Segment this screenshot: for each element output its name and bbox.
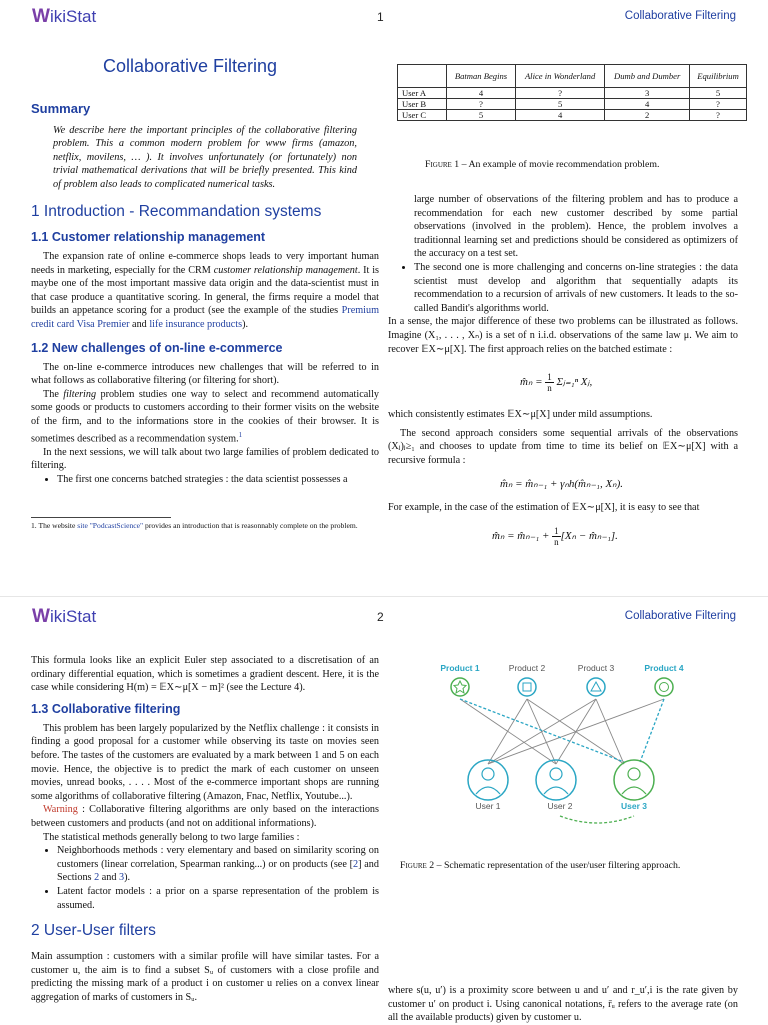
table-header-cell: Alice in Wonderland (515, 65, 604, 88)
user-user-diagram (440, 654, 718, 826)
section-1-heading: 1 Introduction - Recommandation systems (31, 203, 322, 220)
product-1-icon (451, 678, 469, 696)
paragraph-example: For example, in the case of the estimation of 𝔼X∼μ[X], it is easy to see that (388, 502, 700, 513)
page-header (32, 6, 736, 28)
user-1-icon (468, 760, 508, 800)
document-title: Collaborative Filtering (102, 56, 278, 76)
section-2-heading: 2 User-User filters (31, 922, 156, 940)
paragraph-user-user: Main assumption : customers with a similar profile will have similar tastes. For a customer u, the aim is to find a subset Sᵤ of customers with a close profile and predicting the missing mark of a product i on customer u relies on a convex linear aggregation of marks of customers in Sᵤ. (31, 951, 379, 1003)
user-2-label: User 2 (547, 801, 573, 811)
link-podcastscience[interactable]: site "PodcastScience" (77, 521, 144, 530)
table-header-cell: Batman Begins (447, 65, 516, 88)
user-3-icon (614, 760, 654, 800)
table-cell: 5 (447, 110, 516, 121)
paragraph-batched-cont: large number of observations of the filtering problem and has to produce a recommendation for each new customer described by some partial observations (involved in the problem). Hence, the problem involves a traditionnal learning set and predictions should be considered as optimizers of the accuracy on a test set. (414, 194, 738, 260)
table-cell: ? (447, 99, 516, 110)
link-life-insurance[interactable]: life insurance products (149, 318, 243, 330)
subsection-1-1-heading: 1.1 Customer relationship management (31, 230, 266, 244)
footnote-rule (31, 517, 171, 518)
paragraph-warning: Warning : Collaborative filtering algorithms are only based on the interactions between customers and products (and not on additional informations). (31, 804, 379, 829)
right-column-3 (388, 501, 738, 515)
table-cell: User B (398, 99, 447, 110)
left-column (31, 654, 379, 1004)
citation-link[interactable]: 2 (353, 858, 359, 870)
subsection-1-3-heading: 1.3 Collaborative filtering (31, 701, 181, 716)
paragraph-netflix: This problem has been largely popularized by the Netflix challenge : it consists in finding a good proposal for a customer while observing its taste on movies seen before. The tastes of the customers are evaluated by a mark between 1 and 5 on each movie. Hence, the objective is to predict the mark of each customer on unseen movies, unread books, . . . . Most of the e-commerce important shops are running some algorithms of collaborative filtering (Amazon, Fnac, Netflix, Youtube...). (31, 722, 379, 802)
table-header-cell: Equilibrium (690, 65, 747, 88)
section-link[interactable]: 2 (94, 872, 100, 884)
table-cell: User C (398, 110, 447, 121)
table-cell: ? (690, 110, 747, 121)
figure-1-caption: Figure 1 – An example of movie recommendation problem. (425, 159, 660, 170)
warning-label: Warning (43, 804, 78, 816)
product-4-label: Product 4 (644, 663, 684, 673)
abstract: We describe here the important principles of the collaborative filtering problem. This a common modern problem for www firms (amazon, netflix, movilens, … ). It involves unfortunately (or fortunately) non trivial mathematical derivations that will be briefly presented. This kind of problem also leads to complicated numerical tasks. (53, 125, 357, 190)
similarity-arc (560, 816, 634, 823)
product-3-label: Product 3 (577, 663, 615, 673)
page-number: 2 (377, 610, 384, 624)
movie-table (397, 64, 747, 121)
figure-2-caption: Figure 2 – Schematic representation of the user/user filtering approach. (400, 860, 681, 871)
families-list (31, 473, 379, 487)
table-cell: 5 (515, 99, 604, 110)
product-2-label: Product 2 (508, 663, 546, 673)
equation-recursive: m̂ₙ = m̂ₙ₋₁ + γₙh(m̂ₙ₋₁, Xₙ). (500, 478, 623, 490)
table-header-cell (398, 65, 447, 88)
table-cell: 5 (690, 88, 747, 99)
table-row (398, 88, 747, 99)
table-cell: 4 (447, 88, 516, 99)
table-header-row (398, 65, 747, 88)
table-cell: 2 (605, 110, 690, 121)
right-column-2 (388, 408, 738, 467)
product-3-icon (587, 678, 605, 696)
list-item: • The second one is more challenging and concerns on-line strategies : the data scientist must develop and algorithm that sequentially adapts its recommendation to a recursion of arrivals of new customers. It leads to the so-called Bandit's algorithms world. (414, 261, 738, 315)
table-cell: User A (398, 88, 447, 99)
paragraph-crm: The expansion rate of online e-commerce shops leads to very important human needs in marketing, especially for the CRM customer relationship management. It is maybe one of the most important massive data origin and the data-scientist must in that case produce a quantitative scoring. In general, the firms require a model that builds an appetance scoring for a product (see the example of the studies Premium credit card Visa Premier and life insurance products). (31, 251, 379, 330)
table-cell: 3 (605, 88, 690, 99)
paragraph-methods: The statistical methods generally belong to two large families : (43, 831, 300, 843)
table-row (398, 99, 747, 110)
table-cell: 4 (605, 99, 690, 110)
user-3-label: User 3 (621, 801, 647, 811)
wikistat-logo[interactable]: WikiStat (32, 606, 97, 627)
table-cell: 4 (515, 110, 604, 121)
table-header-cell: Dumb and Dumber (605, 65, 690, 88)
paragraph-illustration: In a sense, the major difference of these two problems can be illustrated as follows. Imagine (X₁, . . . , Xₙ) is a set of n i.i.d. observations of the same law μ. We aim to recover 𝔼X∼μ[X]. The first approach relies on the batched estimate : (388, 316, 738, 355)
list-item: • Latent factor models : a prior on a sparse representation of the problem is assumed. (57, 885, 379, 912)
footnote: 1. The website site "PodcastScience" provides an introduction that is reasonnably complete on the problem. (31, 521, 358, 530)
paragraph-families: In the next sessions, we will talk about two large families of problem dedicated to filtering. (31, 446, 379, 472)
equation-mean-update: m̂ₙ = m̂ₙ₋₁ + $\frac{1}{n}[X_n$ − m̂ₙ₋₁]. (492, 526, 618, 547)
link-visa-premier[interactable]: Premium credit card Visa Premier (31, 305, 379, 330)
paragraph-challenges: The on-line e-commerce introduces new challenges that will be referred to in what follows as collaborative filtering (or filtering for short). (31, 361, 379, 387)
list-item: • Neighborhoods methods : very elementary and based on similarity scoring on customers (linear correlation, Spearman ranking...) or on products (see [2] and Sections 2 and 3). (57, 844, 379, 885)
edges (460, 699, 664, 764)
page-separator (0, 596, 768, 597)
paragraph-euler: This formula looks like an explicit Euler step associated to a discretisation of an ordinary differential equation, which is sometimes a gradient descent. Here, it is the case while considering H(m) = 𝔼X∼μ[X − m]² (see the Lecture 4). (31, 655, 379, 694)
predicted-edges (460, 699, 664, 762)
paragraph-sequential: The second approach considers some sequential arrivals of the observations (Xⱼ)ⱼ≥₁ and chooses to update from time to time its belief on 𝔼X∼μ[X] with a recursive formula : (388, 427, 738, 466)
product-4-icon (655, 678, 673, 696)
paragraph-proximity: where s(u, u′) is a proximity score between u and u′ and r_u′,i is the rate given by customer u′ on product i. Using canonical notations, r̄ᵤ refers to the average rate (on all the available products) given by customer u. (388, 985, 738, 1024)
wikistat-logo[interactable]: WikiStat (32, 6, 97, 27)
paragraph-filtering: The filtering problem studies one way to select and recommend automatically some goods or products to customers according to their former visits on the website of the firm, and to the informations store in the cookies of their browser. It is sometimes described as a recommendation system.$^1$ (31, 388, 379, 444)
running-title: Collaborative Filtering (624, 10, 736, 22)
table-cell: ? (690, 99, 747, 110)
footnote-mark[interactable]: 1 (238, 430, 243, 439)
product-1-label: Product 1 (440, 663, 480, 673)
methods-list (31, 844, 379, 912)
page-number: 1 (377, 10, 384, 24)
paragraph-consistent: which consistently estimates 𝔼X∼μ[X] under mild assumptions. (388, 409, 653, 420)
summary-heading: Summary (31, 101, 91, 116)
user-1-label: User 1 (475, 801, 501, 811)
left-column (31, 203, 379, 486)
families-list-cont (388, 261, 738, 315)
table-cell: ? (515, 88, 604, 99)
page-header (32, 606, 736, 628)
table-row (398, 110, 747, 121)
user-2-icon (536, 760, 576, 800)
list-item: • The first one concerns batched strategies : the data scientist possesses a (57, 473, 379, 487)
equation-batched: m̂ₙ = $\frac{1}{n}$ Σⱼ₌₁ⁿ Xⱼ, (520, 372, 593, 393)
subsection-1-2-heading: 1.2 New challenges of on-line e-commerce (31, 340, 283, 355)
right-column (388, 193, 738, 356)
running-title: Collaborative Filtering (624, 610, 736, 622)
section-link[interactable]: 3 (118, 872, 125, 884)
right-column (388, 984, 738, 1025)
product-2-icon (518, 678, 536, 696)
